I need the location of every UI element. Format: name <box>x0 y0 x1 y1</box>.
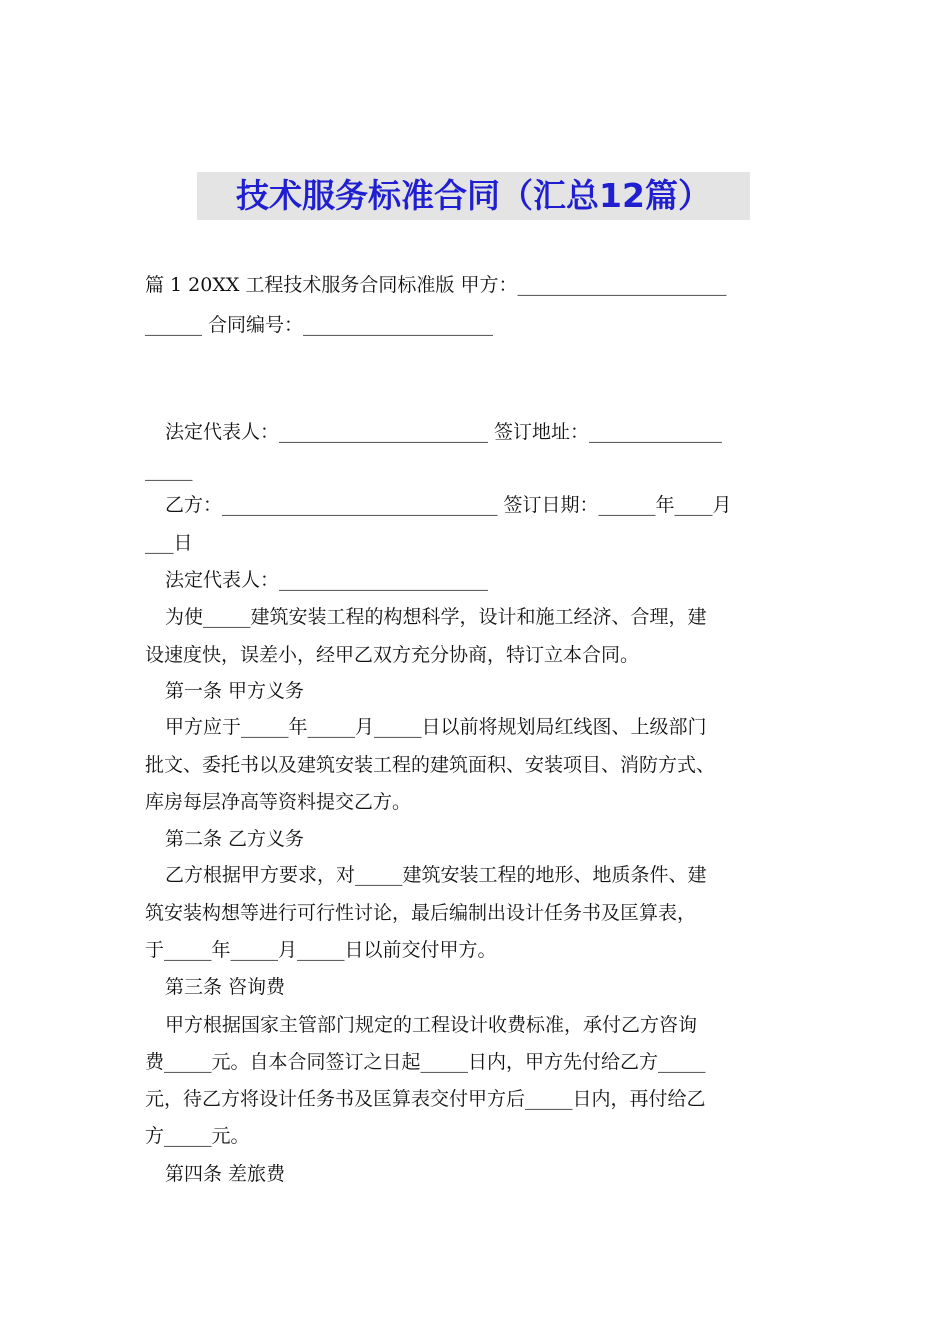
line-21: 元，待乙方将设计任务书及匡算表交付甲方后_____日内，再付给乙 <box>145 1088 706 1110</box>
line-20: 费_____元。自本合同签订之日起_____日内，甲方先付给乙方_____ <box>145 1051 706 1073</box>
document-title: 技术服务标准合同（汇总12篇） <box>197 172 750 220</box>
line-17: 于_____年_____月_____日以前交付甲方。 <box>145 939 497 961</box>
line-4: _____ <box>145 459 193 481</box>
line-11: 甲方应于_____年_____月_____日以前将规划局红线图、上级部门 <box>165 716 707 738</box>
line-2: ______ 合同编号：____________________ <box>145 314 494 336</box>
line-10: 第一条 甲方义务 <box>165 680 305 702</box>
line-16: 筑安装构想等进行可行性讨论，最后编制出设计任务书及匡算表， <box>145 902 697 924</box>
line-22: 方_____元。 <box>145 1125 250 1147</box>
line-23: 第四条 差旅费 <box>165 1163 286 1185</box>
line-3: 法定代表人：______________________ 签订地址：______________ <box>165 421 723 443</box>
line-9: 设速度快，误差小，经甲乙双方充分协商，特订立本合同。 <box>145 644 640 666</box>
line-19: 甲方根据国家主管部门规定的工程设计收费标准，承付乙方咨询 <box>165 1014 698 1036</box>
line-1: 篇 1 20XX 工程技术服务合同标准版 甲方：______________________ <box>145 274 727 296</box>
line-8: 为使_____建筑安装工程的构想科学，设计和施工经济、合理，建 <box>165 606 707 628</box>
line-18: 第三条 咨询费 <box>165 976 286 998</box>
line-7: 法定代表人：______________________ <box>165 569 489 591</box>
line-12: 批文、委托书以及建筑安装工程的建筑面积、安装项目、消防方式、 <box>145 754 716 776</box>
line-14: 第二条 乙方义务 <box>165 828 305 850</box>
line-6: ___日 <box>145 532 193 554</box>
line-13: 库房每层净高等资料提交乙方。 <box>145 791 412 813</box>
line-15: 乙方根据甲方要求，对_____建筑安装工程的地形、地质条件、建 <box>165 864 707 886</box>
line-5: 乙方：_____________________________ 签订日期：______年____月 <box>165 494 732 516</box>
